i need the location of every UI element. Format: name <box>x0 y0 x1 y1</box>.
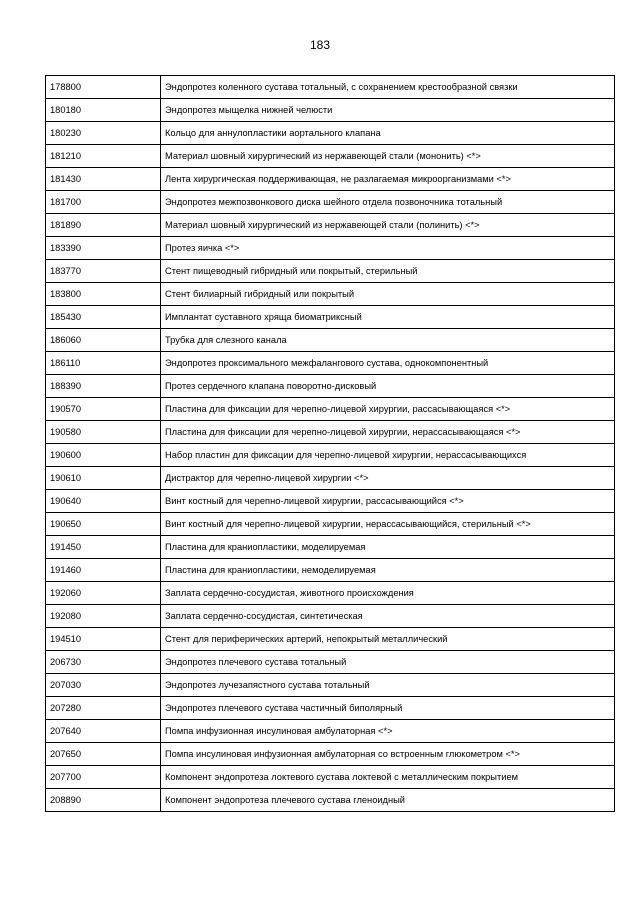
name-cell: Компонент эндопротеза плечевого сустава гленоидный <box>161 789 615 812</box>
table-row <box>46 76 615 99</box>
code-cell: 185430 <box>46 306 161 329</box>
table-row <box>46 99 615 122</box>
code-cell: 186110 <box>46 352 161 375</box>
table-row <box>46 306 615 329</box>
name-cell: Эндопротез межпозвонкового диска шейного отдела позвоночника тотальный <box>161 191 615 214</box>
name-cell: Пластина для фиксации для черепно-лицевой хирургии, рассасывающаяся <*> <box>161 398 615 421</box>
name-cell: Пластина для фиксации для черепно-лицевой хирургии, нерассасывающаяся <*> <box>161 421 615 444</box>
code-cell: 190600 <box>46 444 161 467</box>
name-cell: Материал шовный хирургический из нержавеющей стали (полинить) <*> <box>161 214 615 237</box>
table-row <box>46 490 615 513</box>
name-cell: Пластина для краниопластики, моделируемая <box>161 536 615 559</box>
table-row <box>46 421 615 444</box>
table-row <box>46 444 615 467</box>
table-row <box>46 605 615 628</box>
table-body <box>46 76 615 812</box>
code-cell: 192080 <box>46 605 161 628</box>
table-row <box>46 720 615 743</box>
code-cell: 207280 <box>46 697 161 720</box>
table-row <box>46 513 615 536</box>
name-cell: Протез яичка <*> <box>161 237 615 260</box>
table-row <box>46 122 615 145</box>
table-row <box>46 214 615 237</box>
table-row <box>46 398 615 421</box>
code-cell: 190640 <box>46 490 161 513</box>
code-cell: 188390 <box>46 375 161 398</box>
name-cell: Лента хирургическая поддерживающая, не разлагаемая микроорганизмами <*> <box>161 168 615 191</box>
code-cell: 183390 <box>46 237 161 260</box>
code-cell: 207650 <box>46 743 161 766</box>
table-row <box>46 145 615 168</box>
table-row <box>46 582 615 605</box>
code-cell: 194510 <box>46 628 161 651</box>
table-row <box>46 352 615 375</box>
code-cell: 181890 <box>46 214 161 237</box>
name-cell: Заплата сердечно-сосудистая, животного происхождения <box>161 582 615 605</box>
code-cell: 181700 <box>46 191 161 214</box>
code-cell: 186060 <box>46 329 161 352</box>
code-cell: 190570 <box>46 398 161 421</box>
code-cell: 183800 <box>46 283 161 306</box>
table-row <box>46 766 615 789</box>
name-cell: Кольцо для аннулопластики аортального клапана <box>161 122 615 145</box>
code-cell: 190580 <box>46 421 161 444</box>
code-cell: 190650 <box>46 513 161 536</box>
table-row <box>46 260 615 283</box>
name-cell: Материал шовный хирургический из нержавеющей стали (мононить) <*> <box>161 145 615 168</box>
name-cell: Стент для периферических артерий, непокрытый металлический <box>161 628 615 651</box>
device-code-table <box>45 75 615 812</box>
code-cell: 207700 <box>46 766 161 789</box>
code-cell: 178800 <box>46 76 161 99</box>
name-cell: Эндопротез проксимального межфалангового сустава, однокомпонентный <box>161 352 615 375</box>
table-row <box>46 789 615 812</box>
table-row <box>46 743 615 766</box>
name-cell: Стент пищеводный гибридный или покрытый, стерильный <box>161 260 615 283</box>
table-row <box>46 237 615 260</box>
table-row <box>46 467 615 490</box>
name-cell: Винт костный для черепно-лицевой хирургии, рассасывающийся <*> <box>161 490 615 513</box>
table-row <box>46 651 615 674</box>
name-cell: Имплантат суставного хряща биоматриксный <box>161 306 615 329</box>
name-cell: Набор пластин для фиксации для черепно-лицевой хирургии, нерассасывающихся <box>161 444 615 467</box>
table-row <box>46 559 615 582</box>
table-row <box>46 536 615 559</box>
table-row <box>46 697 615 720</box>
name-cell: Дистрактор для черепно-лицевой хирургии <*> <box>161 467 615 490</box>
table-row <box>46 191 615 214</box>
code-cell: 183770 <box>46 260 161 283</box>
name-cell: Помпа инфузионная инсулиновая амбулаторная <*> <box>161 720 615 743</box>
name-cell: Эндопротез коленного сустава тотальный, с сохранением крестообразной связки <box>161 76 615 99</box>
table-row <box>46 168 615 191</box>
code-cell: 207640 <box>46 720 161 743</box>
code-cell: 208890 <box>46 789 161 812</box>
code-cell: 180230 <box>46 122 161 145</box>
code-cell: 181430 <box>46 168 161 191</box>
name-cell: Трубка для слезного канала <box>161 329 615 352</box>
name-cell: Протез сердечного клапана поворотно-дисковый <box>161 375 615 398</box>
name-cell: Эндопротез лучезапястного сустава тотальный <box>161 674 615 697</box>
name-cell: Эндопротез мыщелка нижней челюсти <box>161 99 615 122</box>
page-number: 183 <box>309 38 331 52</box>
code-cell: 181210 <box>46 145 161 168</box>
name-cell: Компонент эндопротеза локтевого сустава локтевой с металлическим покрытием <box>161 766 615 789</box>
code-cell: 191460 <box>46 559 161 582</box>
name-cell: Стент билиарный гибридный или покрытый <box>161 283 615 306</box>
code-cell: 192060 <box>46 582 161 605</box>
code-cell: 206730 <box>46 651 161 674</box>
name-cell: Винт костный для черепно-лицевой хирургии, нерассасывающийся, стерильный <*> <box>161 513 615 536</box>
code-cell: 191450 <box>46 536 161 559</box>
name-cell: Помпа инсулиновая инфузионная амбулаторная со встроенным глюкометром <*> <box>161 743 615 766</box>
name-cell: Эндопротез плечевого сустава тотальный <box>161 651 615 674</box>
table-row <box>46 674 615 697</box>
code-cell: 207030 <box>46 674 161 697</box>
code-cell: 180180 <box>46 99 161 122</box>
table-row <box>46 329 615 352</box>
code-cell: 190610 <box>46 467 161 490</box>
table-row <box>46 375 615 398</box>
table-row <box>46 628 615 651</box>
name-cell: Заплата сердечно-сосудистая, синтетическая <box>161 605 615 628</box>
table-row <box>46 283 615 306</box>
name-cell: Пластина для краниопластики, немоделируемая <box>161 559 615 582</box>
name-cell: Эндопротез плечевого сустава частичный биполярный <box>161 697 615 720</box>
